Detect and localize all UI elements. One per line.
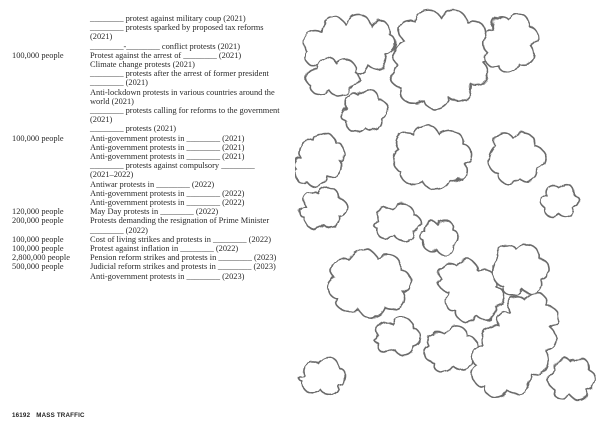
list-item [12, 14, 302, 23]
attendance-count [12, 88, 90, 106]
protest-description: Protest against inflation in ________ (2022) [90, 244, 239, 254]
attendance-count: 100,000 people [12, 50, 64, 60]
list-item [12, 143, 302, 152]
protest-description: ________ protests sparked by proposed tax reforms (2021) [90, 23, 264, 42]
list-item [12, 253, 302, 262]
list-item [12, 51, 302, 60]
list-item [12, 272, 302, 281]
cloud-shape [424, 326, 477, 372]
list-item [12, 244, 302, 253]
cloud-shape [393, 125, 471, 189]
attendance-count [12, 69, 90, 87]
book-title: MASS TRAFFIC [36, 412, 85, 419]
cloud-shape [373, 318, 420, 355]
list-item [12, 207, 302, 216]
protest-description: ________ protests (2021) [90, 124, 177, 134]
list-item [12, 152, 302, 161]
protest-description: Protest against the arrest of ________ (2021) [90, 50, 242, 60]
list-item [12, 189, 302, 198]
list-item [12, 42, 302, 51]
attendance-count [12, 198, 90, 207]
protest-description: ________ protest against military coup (2021) [90, 14, 246, 23]
protest-description: May Day protests in ________ (2022) [90, 207, 219, 217]
attendance-count [12, 60, 90, 69]
protest-description: ________ protests against compulsory ________ (2021–2022) [90, 161, 255, 180]
protest-list [12, 14, 302, 281]
list-item [12, 235, 302, 244]
cloud-shape [489, 133, 545, 184]
list-item [12, 262, 302, 271]
protest-description: ________-________ conflict protests (2021) [90, 41, 241, 51]
protest-description: Pension reform strikes and protests in ________ (2023) [90, 253, 277, 263]
protest-description: Anti-government protests in ________ (2022) [90, 188, 245, 198]
list-item [12, 216, 302, 234]
cloud-shape [541, 184, 579, 217]
cloud-shape [299, 188, 347, 229]
list-item [12, 161, 302, 179]
attendance-count [12, 161, 90, 179]
protest-description: Anti-government protests in ________ (2021) [90, 142, 245, 152]
cloud-shape [483, 14, 538, 73]
attendance-count [12, 272, 90, 281]
list-item [12, 69, 302, 87]
list-item [12, 60, 302, 69]
attendance-count [12, 106, 90, 124]
list-item [12, 134, 302, 143]
list-item [12, 124, 302, 133]
page-number: 16192 [12, 412, 31, 419]
attendance-count [12, 189, 90, 198]
list-item [12, 106, 302, 124]
protest-description: Cost of living strikes and protests in ________ (2022) [90, 234, 271, 244]
attendance-count [12, 42, 90, 51]
cloud-shape [391, 10, 493, 109]
attendance-count: 100,000 people [12, 234, 64, 244]
protest-description: Protests demanding the resignation of Prime Minister ________ (2022) [90, 216, 270, 235]
attendance-count [12, 124, 90, 133]
attendance-count [12, 143, 90, 152]
list-item [12, 88, 302, 106]
protest-description: ________ protests calling for reforms to the government (2021) [90, 106, 280, 125]
cloud-shape [548, 358, 596, 400]
protest-description: Antiwar protests in ________ (2022) [90, 179, 215, 189]
attendance-count: 100,000 people [12, 133, 64, 143]
protest-description: Climate change protests (2021) [90, 60, 195, 70]
list-item [12, 180, 302, 189]
attendance-count [12, 14, 90, 23]
cloud-shape [299, 358, 346, 395]
cloud-shape [373, 204, 420, 241]
attendance-count: 2,800,000 people [12, 253, 70, 263]
protest-description: ________ protests after the arrest of former president ________ (2021) [90, 69, 269, 88]
protest-description: Anti-government protests in ________ (2023) [90, 271, 245, 281]
attendance-count: 100,000 people [12, 244, 64, 254]
attendance-count [12, 180, 90, 189]
protest-description: Anti-government protests in ________ (2021) [90, 133, 245, 143]
cloud-shape [341, 90, 388, 133]
protest-description: Anti-lockdown protests in various countries around the world (2021) [90, 87, 275, 106]
attendance-count: 500,000 people [12, 262, 64, 272]
cloud-shape [419, 220, 459, 255]
cloud-outline-illustration [295, 0, 600, 435]
attendance-count: 120,000 people [12, 207, 64, 217]
list-item [12, 198, 302, 207]
protest-description: Judicial reform strikes and protests in ________ (2023) [90, 262, 276, 272]
page-footer [12, 412, 85, 419]
protest-description: Anti-government protests in ________ (2022) [90, 198, 245, 208]
list-item [12, 23, 302, 41]
attendance-count: 200,000 people [12, 216, 64, 226]
attendance-count [12, 152, 90, 161]
protest-description: Anti-government protests in ________ (2021) [90, 152, 245, 162]
cloud-shape [328, 249, 411, 317]
cloud-shape [295, 133, 344, 187]
attendance-count [12, 23, 90, 41]
